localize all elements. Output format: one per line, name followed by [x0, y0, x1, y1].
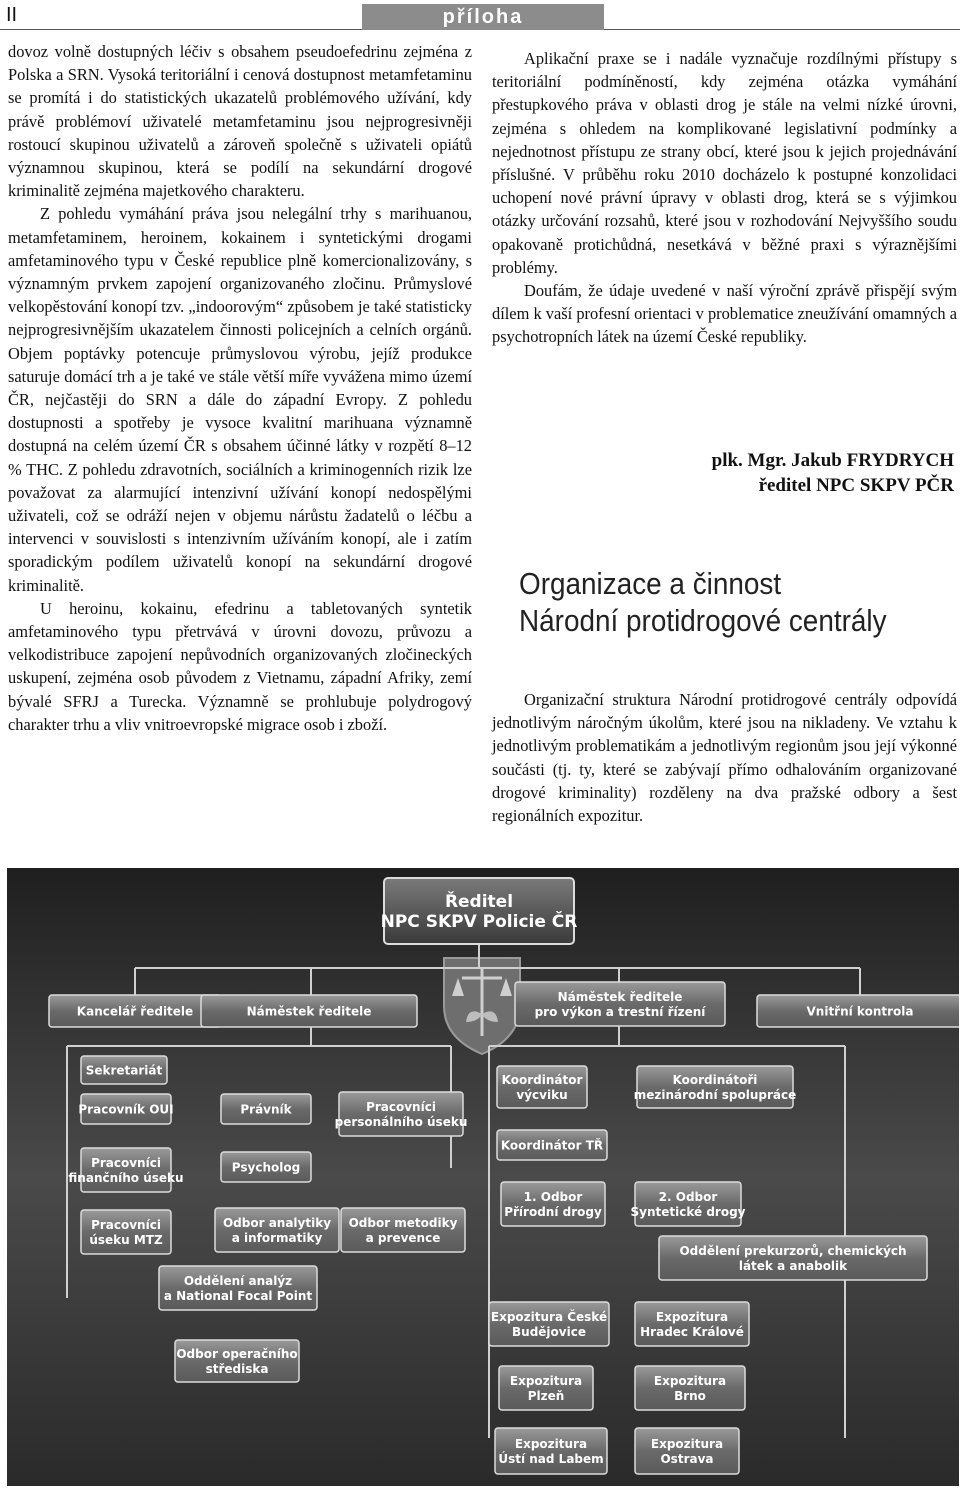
org-secretariat-box-label: Sekretariát	[85, 1063, 163, 1078]
org-exp-cb-box-label: Expozitura České	[490, 1309, 608, 1324]
org-ops-center-box-label: Odbor operačního	[176, 1346, 298, 1361]
org-tr-coordinator-box	[497, 1130, 607, 1160]
org-exp-cb-box	[489, 1302, 609, 1346]
org-training-coordinator-box	[497, 1066, 587, 1108]
org-exp-br-box	[635, 1366, 745, 1410]
section-title-line-1: Organizace a činnost	[519, 566, 782, 601]
left-column	[8, 40, 472, 736]
left-paragraph-2: Z pohledu vymáhání práva jsou nelegální trhy s marihuanou, metamfetaminem, heroinem, kokainem i syntetickými drogami amfetaminového typu v České republice plně komercionalizovány, s významným prvkem zapojení organizovaného zločinu. Průmyslové velkopěstování konopí tzv. „indoorovým“ způsobem je také statisticky nejprogresivnějším ukazatelem činnosti policejních a celních orgánů. Objem poptávky potencuje průmyslovou výrobu, jejíž produkce saturuje domácí trh a je také ve stále větší míře vyvážena mimo území ČR, nejčastěji do SRN a dále do západní Evropy. Z pohledu dostupnosti a spotřeby je vysoce kvalitní marihuana významně dostupná na celém území ČR s obsahem účinné látky v rozpětí 8–12 % THC. Z pohledu zdravotních, sociálních a kriminogenních rizik lze považovat za alarmující intenzivní užívání konopí nedospělými uživateli, což se odráží nejen v objemu nárůstu žadatelů o léčbu a intervenci v souvislosti s intenzivním užíváním konopí, ale i zatím sporadickým podílem uživatelů konopí na sekundární drogové kriminalitě.	[8, 204, 472, 595]
org-deputy-executive-box-label: Náměstek ředitele	[557, 989, 683, 1004]
org-exp-pl-box-label: Plzeň	[527, 1388, 565, 1403]
org-analytics-box-label: a informatiky	[231, 1230, 323, 1245]
org-psychologist-box	[221, 1152, 311, 1182]
org-deputy-executive-box	[515, 982, 725, 1026]
org-mtz-box-label: Pracovníci	[91, 1217, 161, 1232]
org-focal-point-box-label: a National Focal Point	[163, 1288, 313, 1303]
org-exp-ul-box-label: Expozitura	[514, 1436, 588, 1451]
org-exp-pl-box-label: Expozitura	[509, 1373, 583, 1388]
signature-name: plk. Mgr. Jakub FRYDRYCH	[711, 450, 954, 471]
org-precursors-box	[659, 1236, 927, 1280]
org-deputy-director-box	[201, 995, 417, 1027]
org-analytics-box	[215, 1208, 339, 1252]
org-exp-ul-box	[495, 1428, 607, 1474]
org-exp-pl-box	[499, 1366, 593, 1410]
section-title	[519, 565, 915, 639]
org-ops-center-box	[175, 1340, 299, 1382]
org-dept1-box	[501, 1182, 605, 1226]
org-exp-cb-box-label: Budějovice	[512, 1324, 586, 1339]
right-column-section	[492, 688, 957, 827]
org-lawyer-box-label: Právník	[240, 1102, 292, 1117]
org-hr-box-label: personálního úseku	[334, 1114, 468, 1129]
org-exp-os-box	[635, 1428, 739, 1474]
org-precursors-box-label: Oddělení prekurzorů, chemických	[679, 1243, 907, 1258]
org-hr-box-label: Pracovníci	[366, 1099, 436, 1114]
signature-role: ředitel NPC SKPV PČR	[758, 475, 954, 496]
org-tr-coordinator-box-label: Koordinátor TŘ	[500, 1138, 604, 1153]
page-number: II	[6, 4, 18, 26]
org-director-box-label: Ředitel	[444, 892, 514, 913]
org-director-office-box	[49, 995, 221, 1027]
org-exp-br-box-label: Brno	[674, 1388, 706, 1403]
org-oui-box	[78, 1094, 173, 1124]
org-finance-box	[68, 1148, 183, 1192]
org-exp-os-box-label: Ostrava	[660, 1451, 714, 1466]
org-focal-point-box-label: Oddělení analýz	[183, 1273, 293, 1288]
section-tag: příloha	[362, 4, 604, 30]
org-deputy-director-box-label: Náměstek ředitele	[246, 1004, 372, 1019]
right-paragraph-2: Doufám, že údaje uvedené v naší výroční zprávě přispějí svým dílem k vaší profesní orientaci v problematice zneužívání omamných a psychotropních látek na území České republiky.	[492, 281, 957, 347]
org-oui-box-label: Pracovník OUI	[78, 1102, 174, 1117]
org-exp-br-box-label: Expozitura	[653, 1373, 727, 1388]
org-exp-hk-box	[635, 1302, 749, 1346]
section-paragraph: Organizační struktura Národní protidrogové centrály odpovídá jednotlivým náročným úkolům, které jsou na nikladeny. Ve vztahu k jednotlivým problematikám a jednotlivým regionům jsou její výkonné součásti (tj. ty, které se zabývají přímo odhalováním organizované drogové kriminality) rozděleny na dva pražské odbory a šest regionálních expozitur.	[492, 690, 957, 826]
org-methodology-box	[341, 1208, 465, 1252]
org-finance-box-label: Pracovníci	[91, 1155, 161, 1170]
org-deputy-executive-box-label: pro výkon a trestní řízení	[534, 1004, 706, 1019]
left-paragraph-1: dovoz volně dostupných léčiv s obsahem pseudoefedrinu zejména z Polska a SRN. Vysoká teritoriální i cenová dostupnost metamfetaminu se promítá i do statistických ukazatelů problémového užívání, kdy právě problémoví uživatelé metamfetaminu jsou nejprogresivněji rostoucí skupinou uživatelů a zároveň společně s uživateli opiátů významnou skupinou, která se podílí na sekundární drogové kriminalitě zejména majetkového charakteru.	[8, 42, 472, 201]
org-director-office-box-label: Kancelář ředitele	[76, 1004, 194, 1019]
org-director-box	[381, 878, 578, 944]
section-title-line-2: Národní protidrogové centrály	[519, 603, 887, 638]
org-training-coordinator-box-label: výcviku	[516, 1087, 568, 1102]
org-director-box-label: NPC SKPV Policie ČR	[380, 912, 578, 933]
org-mtz-box-label: úseku MTZ	[89, 1232, 163, 1247]
org-dept2-box	[631, 1182, 746, 1226]
org-methodology-box-label: a prevence	[365, 1230, 441, 1245]
org-internal-control-box-label: Vnitřní kontrola	[806, 1004, 914, 1019]
org-focal-point-box	[159, 1266, 317, 1310]
org-exp-hk-box-label: Expozitura	[655, 1309, 729, 1324]
org-methodology-box-label: Odbor metodiky	[348, 1215, 458, 1230]
org-precursors-box-label: látek a anabolik	[738, 1258, 848, 1273]
org-exp-os-box-label: Expozitura	[650, 1436, 724, 1451]
org-internal-control-box	[757, 995, 959, 1027]
org-intl-coordinator-box-label: Koordinátoři	[672, 1072, 758, 1087]
org-dept2-box-label: 2. Odbor	[658, 1189, 718, 1204]
org-finance-box-label: finančního úseku	[68, 1170, 184, 1185]
org-intl-coordinator-box	[634, 1066, 796, 1108]
org-psychologist-box-label: Psycholog	[231, 1160, 301, 1175]
org-dept1-box-label: Přírodní drogy	[504, 1204, 602, 1219]
org-ops-center-box-label: střediska	[205, 1361, 269, 1376]
right-column-intro	[492, 47, 957, 349]
org-dept2-box-label: Syntetické drogy	[630, 1204, 746, 1219]
org-analytics-box-label: Odbor analytiky	[222, 1215, 332, 1230]
org-secretariat-box	[81, 1056, 167, 1084]
left-paragraph-3: U heroinu, kokainu, efedrinu a tabletovaných syntetik amfetaminového typu přetrvává v úrovni dovozu, průvozu a velkodistribuce zapojení nepůvodních organizovaných zločineckých uskupení, zejména osob původem z Vietnamu, západní Afriky, zemí bývalé SFRJ a Turecka. Významně se prohlubuje polydrogový charakter trhu a vliv vnitroevropské migrace osob i zboží.	[8, 598, 472, 734]
org-dept1-box-label: 1. Odbor	[523, 1189, 583, 1204]
org-hr-box	[335, 1092, 468, 1136]
org-chart	[7, 868, 959, 1486]
org-exp-ul-box-label: Ústí nad Labem	[498, 1451, 604, 1466]
right-paragraph-1: Aplikační praxe se i nadále vyznačuje rozdílnými přístupy s teritoriální podmíněností, kdy zejména otázka vymáhání přestupkového práva v oblasti drog je stále na velmi nízké úrovni, zejména s ohledem na komplikované legislativní podmínky a nejednotnost přístupu ze strany obcí, které jsou k jejich projednávání příslušné. V průběhu roku 2010 docházelo k postupné konzolidaci uchopení nové právní úpravy v oblasti drog, která se s výjimkou otázky určování rozsahů, které jsou v rozhodování Nejvyššího soudu opakovaně protichůdná, nesetkává v běžné praxi s výraznějšími problémy.	[492, 49, 957, 277]
org-chart-svg	[7, 868, 959, 1486]
org-lawyer-box	[221, 1094, 311, 1124]
org-exp-hk-box-label: Hradec Králové	[640, 1324, 744, 1339]
org-training-coordinator-box-label: Koordinátor	[501, 1072, 583, 1087]
org-mtz-box	[81, 1210, 171, 1254]
signature-block	[712, 448, 954, 498]
org-intl-coordinator-box-label: mezinárodní spolupráce	[633, 1087, 797, 1102]
